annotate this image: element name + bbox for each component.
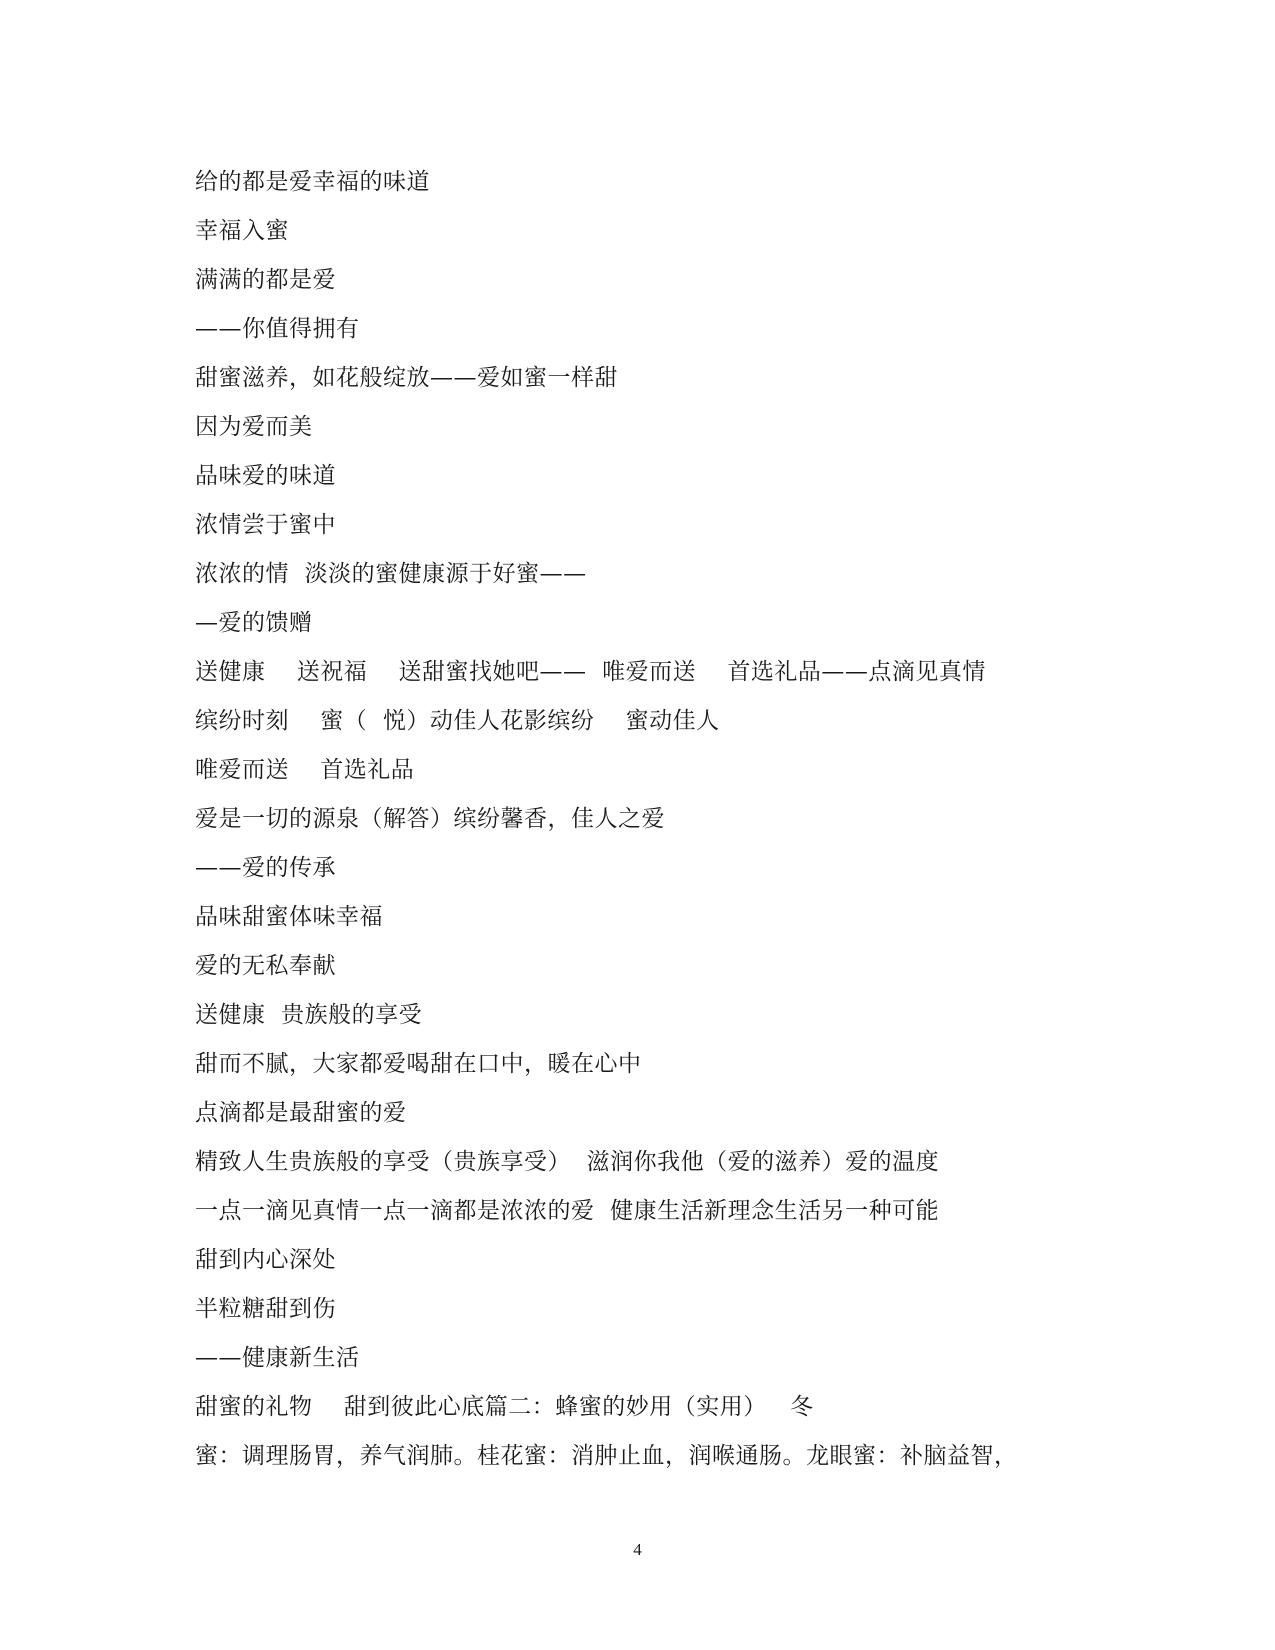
text-line: 点滴都是最甜蜜的爱 xyxy=(195,1100,407,1126)
text-line: 满满的都是爱 xyxy=(195,267,336,293)
text-line: 缤纷时刻 蜜（ 悦）动佳人花影缤纷 蜜动佳人 xyxy=(195,708,720,734)
text-line: ——爱的传承 xyxy=(195,855,336,881)
text-line: 爱是一切的源泉（解答）缤纷馨香，佳人之爱 xyxy=(195,806,665,832)
text-line: 甜到内心深处 xyxy=(195,1247,336,1273)
text-line: 送健康 贵族般的享受 xyxy=(195,1002,423,1028)
text-line: —爱的馈赠 xyxy=(195,610,313,636)
text-line: 幸福入蜜 xyxy=(195,218,289,244)
text-line: 品味甜蜜体味幸福 xyxy=(195,904,383,930)
text-line: 甜而不腻，大家都爱喝甜在口中，暖在心中 xyxy=(195,1051,642,1077)
text-line: 爱的无私奉献 xyxy=(195,953,336,979)
text-line: 给的都是爱幸福的味道 xyxy=(195,169,430,195)
body-text xyxy=(195,158,1095,1481)
text-line: ——健康新生活 xyxy=(195,1345,360,1371)
text-line: 一点一滴见真情一点一滴都是浓浓的爱 健康生活新理念生活另一种可能 xyxy=(195,1198,940,1224)
text-line: 浓情尝于蜜中 xyxy=(195,512,336,538)
page-number: 4 xyxy=(633,1540,642,1559)
text-line: 精致人生贵族般的享受（贵族享受） 滋润你我他（爱的滋养）爱的温度 xyxy=(195,1149,940,1175)
text-line: ——你值得拥有 xyxy=(195,316,360,342)
text-line: 唯爱而送 首选礼品 xyxy=(195,757,415,783)
text-line: 因为爱而美 xyxy=(195,414,313,440)
text-line: 甜蜜的礼物 甜到彼此心底篇二：蜂蜜的妙用（实用） 冬 xyxy=(195,1394,814,1420)
text-line: 半粒糖甜到伤 xyxy=(195,1296,336,1322)
text-line: 蜜：调理肠胃，养气润肺。桂花蜜：消肿止血，润喉通肠。龙眼蜜：补脑益智， xyxy=(195,1443,1018,1469)
text-line: 甜蜜滋养，如花般绽放——爱如蜜一样甜 xyxy=(195,365,618,391)
text-line: 送健康 送祝福 送甜蜜找她吧—— 唯爱而送 首选礼品——点滴见真情 xyxy=(195,659,986,685)
text-line: 品味爱的味道 xyxy=(195,463,336,489)
text-line: 浓浓的情 淡淡的蜜健康源于好蜜—— xyxy=(195,561,587,587)
